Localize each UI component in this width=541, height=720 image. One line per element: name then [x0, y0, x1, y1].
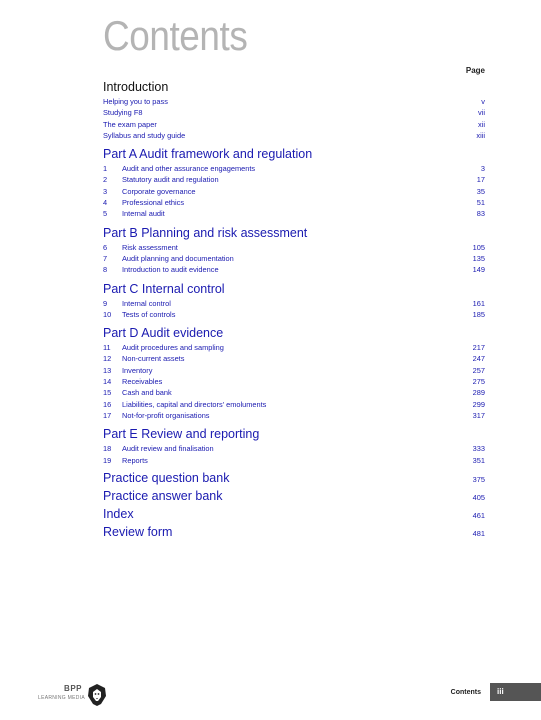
chapter-title: Risk assessment: [122, 242, 178, 252]
entry-label: The exam paper: [103, 119, 157, 129]
chapter-title: Statutory audit and regulation: [122, 175, 219, 185]
chapter-title: Audit planning and documentation: [122, 253, 234, 263]
chapter-number: 11: [103, 343, 111, 353]
logo-subtitle: LEARNING MEDIA: [38, 695, 85, 701]
intro-list: [103, 96, 485, 141]
chapter-title: Corporate governance: [122, 186, 196, 196]
chapter-title: Inventory: [122, 365, 153, 375]
logo-brand: BPP: [64, 684, 82, 693]
chapter-page: 3: [480, 164, 485, 174]
chapter-entry[interactable]: [103, 365, 485, 376]
chapter-number: 8: [103, 265, 108, 275]
chapter-number: 6: [103, 242, 108, 252]
chapter-entry[interactable]: [103, 342, 485, 353]
chapter-title: Not-for-profit organisations: [122, 410, 210, 420]
page-title: Contents: [103, 12, 248, 59]
chapter-page: 333: [472, 444, 485, 454]
chapter-page: 135: [472, 253, 485, 263]
chapter-title: Non-current assets: [122, 354, 185, 364]
entry-page: xii: [478, 119, 485, 129]
chapter-page: 35: [476, 186, 485, 196]
chapter-entry[interactable]: [103, 399, 485, 410]
chapter-entry[interactable]: [103, 309, 485, 320]
chapter-entry[interactable]: [103, 242, 485, 253]
chapter-title: Introduction to audit evidence: [122, 265, 219, 275]
chapter-number: 5: [103, 209, 108, 219]
chapter-page: 149: [472, 265, 485, 275]
chapter-number: 4: [103, 198, 108, 208]
lion-icon: [86, 683, 108, 707]
chapter-entry[interactable]: [103, 376, 485, 387]
chapter-number: 7: [103, 253, 108, 263]
chapter-title: Professional ethics: [122, 198, 185, 208]
chapter-number: 18: [103, 444, 112, 454]
entry-label: Syllabus and study guide: [103, 130, 186, 140]
chapter-entry[interactable]: [103, 208, 485, 219]
chapter-entry[interactable]: [103, 174, 485, 185]
chapter-title: Receivables: [122, 377, 163, 387]
chapter-title: Internal audit: [122, 209, 165, 219]
chapter-entry[interactable]: [103, 443, 485, 454]
toc-entry[interactable]: [103, 107, 485, 118]
chapter-title: Liabilities, capital and directors' emoluments: [122, 399, 267, 409]
chapter-number: 15: [103, 388, 112, 398]
end-sections: [103, 469, 485, 541]
chapter-page: 83: [476, 209, 485, 219]
chapter-entry[interactable]: [103, 186, 485, 197]
chapter-page: 257: [472, 365, 485, 375]
end-section-entry[interactable]: [103, 505, 485, 523]
parts-list: [103, 147, 485, 466]
chapter-page: 105: [472, 242, 485, 252]
chapter-page: 275: [472, 377, 485, 387]
chapter-title: Tests of controls: [122, 309, 176, 319]
chapter-page: 161: [472, 298, 485, 308]
end-section-page: 461: [472, 510, 485, 520]
footer-section-label: Contents: [450, 689, 481, 696]
end-section-entry[interactable]: [103, 523, 485, 541]
end-section-entry[interactable]: [103, 487, 485, 505]
intro-heading[interactable]: Introduction: [103, 80, 169, 94]
chapter-page: 289: [472, 388, 485, 398]
chapter-page: 351: [472, 455, 485, 465]
chapter-entry[interactable]: [103, 253, 485, 264]
end-section-page: 481: [472, 528, 485, 538]
chapter-number: 14: [103, 377, 112, 387]
chapter-number: 17: [103, 410, 112, 420]
chapter-number: 19: [103, 455, 112, 465]
chapter-title: Internal control: [122, 298, 171, 308]
chapter-entry[interactable]: [103, 298, 485, 309]
chapter-page: 299: [472, 399, 485, 409]
chapter-title: Reports: [122, 455, 148, 465]
chapter-title: Audit review and finalisation: [122, 444, 214, 454]
chapter-title: Audit and other assurance engagements: [122, 164, 256, 174]
toc-entry[interactable]: [103, 96, 485, 107]
page-column-header: Page: [465, 66, 485, 75]
chapter-title: Audit procedures and sampling: [122, 343, 224, 353]
chapter-entry[interactable]: [103, 264, 485, 275]
bpp-logo: [38, 683, 108, 707]
chapter-number: 16: [103, 399, 112, 409]
entry-page: vii: [478, 108, 485, 118]
chapter-title: Cash and bank: [122, 388, 172, 398]
end-section-label: Practice question bank: [103, 470, 230, 485]
chapter-number: 13: [103, 365, 112, 375]
end-section-entry[interactable]: [103, 469, 485, 487]
entry-page: v: [481, 97, 485, 106]
chapter-entry[interactable]: [103, 353, 485, 364]
part-heading[interactable]: Part C Internal control: [103, 281, 225, 296]
toc-entry[interactable]: [103, 119, 485, 130]
entry-label: Studying F8: [103, 108, 143, 118]
chapter-page: 185: [472, 309, 485, 319]
chapter-number: 10: [103, 309, 112, 319]
part-heading[interactable]: Part A Audit framework and regulation: [103, 147, 313, 162]
chapter-number: 1: [103, 164, 108, 174]
chapter-number: 2: [103, 175, 108, 185]
chapter-entry[interactable]: [103, 455, 485, 466]
end-section-label: Review form: [103, 524, 173, 539]
toc-entry[interactable]: [103, 130, 485, 141]
end-section-label: Practice answer bank: [103, 488, 223, 503]
chapter-page: 217: [472, 343, 485, 353]
end-section-label: Index: [103, 506, 134, 521]
part-heading[interactable]: Part E Review and reporting: [103, 427, 260, 442]
chapter-page: 17: [476, 175, 485, 185]
part-heading[interactable]: Part B Planning and risk assessment: [103, 225, 308, 240]
end-section-page: 375: [472, 474, 485, 484]
chapter-entry[interactable]: [103, 163, 485, 174]
entry-label: Helping you to pass: [103, 97, 168, 106]
chapter-page: 317: [472, 410, 485, 420]
table-of-contents: [103, 80, 485, 541]
chapter-number: 3: [103, 186, 108, 196]
footer-page-number: iii: [490, 683, 541, 701]
chapter-number: 9: [103, 298, 108, 308]
chapter-entry[interactable]: [103, 197, 485, 208]
chapter-page: 51: [476, 198, 485, 208]
entry-page: xiii: [476, 130, 485, 140]
chapter-page: 247: [472, 354, 485, 364]
chapter-entry[interactable]: [103, 410, 485, 421]
chapter-number: 12: [103, 354, 112, 364]
chapter-entry[interactable]: [103, 387, 485, 398]
part-heading[interactable]: Part D Audit evidence: [103, 326, 224, 341]
end-section-page: 405: [472, 492, 485, 502]
